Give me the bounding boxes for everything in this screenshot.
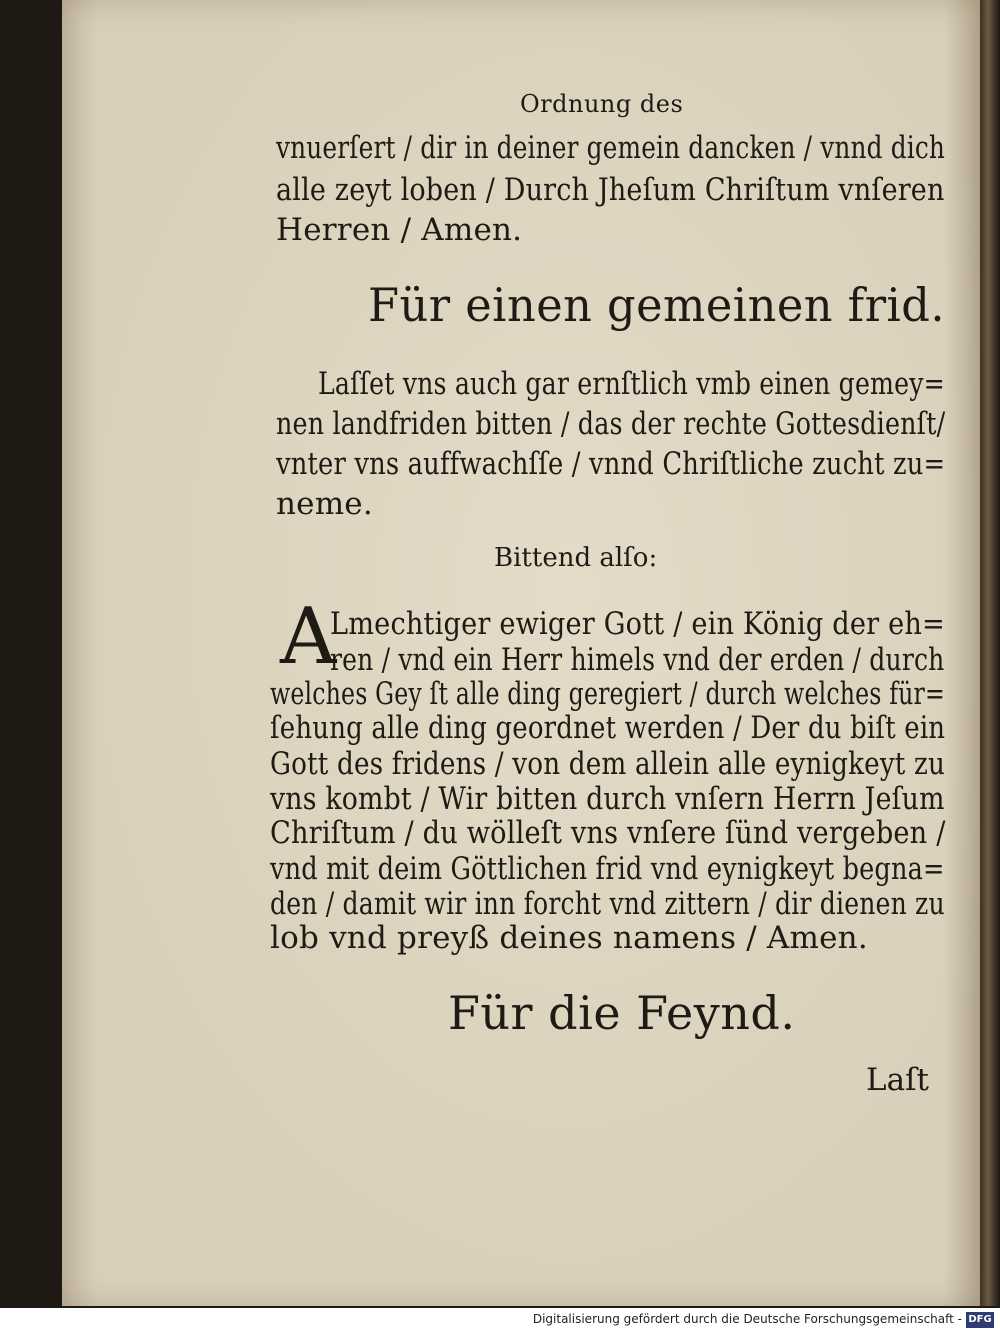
footer-credit: Digitalisierung gefördert durch die Deutsche Forschungsgemeinschaft -	[532, 1312, 962, 1326]
running-header: Ordnung des	[520, 90, 684, 118]
text-line: vnuerſert / dir in deiner gemein dancken / vnnd dich	[276, 130, 946, 166]
text-line: ſehung alle ding geordnet werden / Der du biſt ein	[270, 710, 946, 746]
drop-capital: A	[280, 592, 337, 682]
text-line: lob vnd preyß deines namens / Amen.	[270, 920, 868, 956]
text-line: vns kombt / Wir bitten durch vnſern Herrn Jeſum	[270, 781, 945, 817]
footer-bar	[0, 1308, 1000, 1333]
text-line: Chriſtum / du wölleſt vns vnſere ſünd vergeben /	[270, 815, 946, 851]
section-heading: Für einen gemeinen frid.	[368, 278, 946, 332]
text-line: welches Gey ſt alle ding geregiert / durch welches für=	[270, 676, 945, 712]
text-line: vnd mit deim Göttlichen frid vnd eynigkeyt begna=	[270, 851, 945, 887]
dfg-logo: DFG	[966, 1312, 994, 1328]
text-line: Gott des fridens / von dem allein alle eynigkeyt zu	[270, 746, 946, 782]
text-line: den / damit wir inn forcht vnd zittern / dir dienen zu	[270, 886, 945, 922]
text-line: neme.	[276, 486, 373, 522]
text-line: vnter vns auffwachſſe / vnnd Chriſtliche zucht zu=	[276, 446, 946, 482]
text-line: Laſſet vns auch gar ernſtlich vmb einen gemey=	[318, 366, 945, 402]
catchword: Laſt	[866, 1062, 929, 1098]
text-line: ren / vnd ein Herr himels vnd der erden / durch	[330, 642, 945, 678]
text-line: alle zeyt loben / Durch Jheſum Chriſtum vnſeren	[276, 172, 945, 208]
text-line: Herren / Amen.	[276, 212, 523, 248]
text-line: nen landfriden bitten / das der rechte Gottesdienſt/	[276, 406, 946, 442]
section-heading: Für die Feynd.	[448, 986, 796, 1040]
text-line: Lmechtiger ewiger Gott / ein König der eh=	[330, 606, 945, 642]
sub-heading: Bittend alſo:	[494, 543, 658, 573]
